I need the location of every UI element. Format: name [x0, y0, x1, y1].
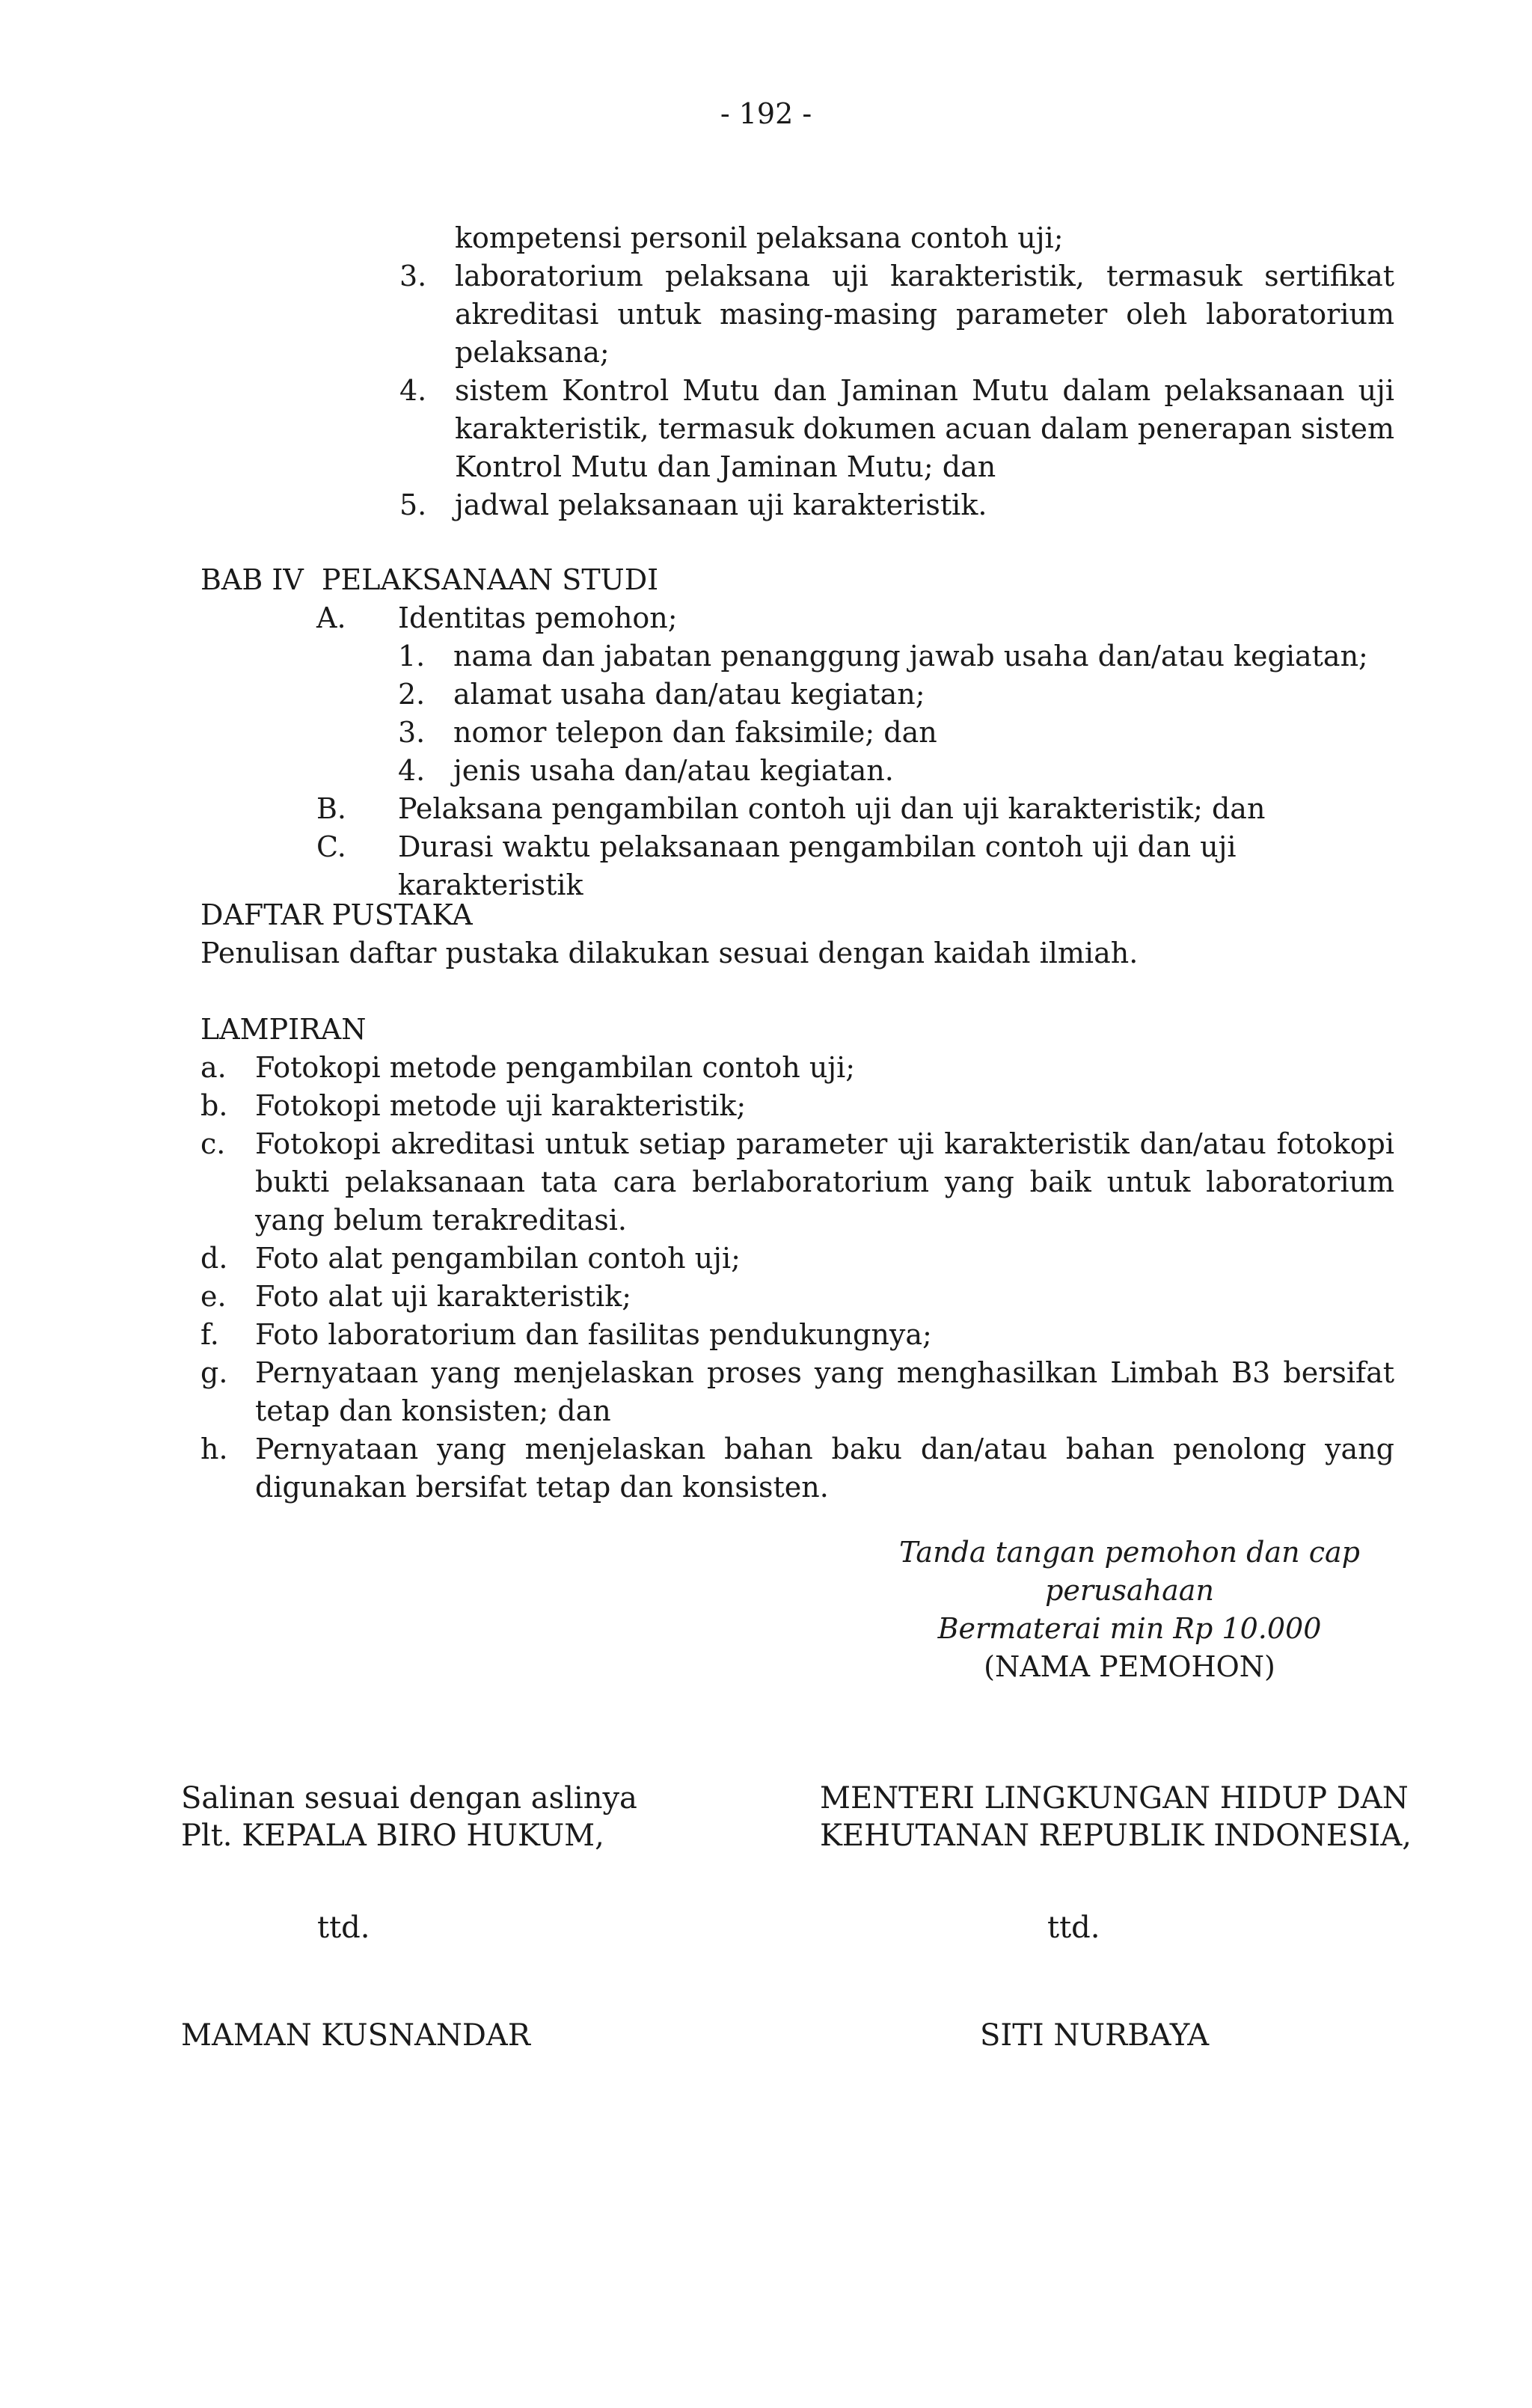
list-letter: f. [200, 1318, 219, 1351]
copy-note: Salinan sesuai dengan aslinya [181, 1781, 637, 1816]
list-text: nama dan jabatan penanggung jawab usaha dan/atau kegiatan; [453, 640, 1368, 673]
list-text: Foto alat uji karakteristik; [255, 1280, 632, 1313]
lampiran-section [200, 1011, 1394, 1507]
list-text: Pernyataan yang menjelaskan bahan baku dan/atau bahan penolong yang digunakan bersifat tetap dan konsisten. [255, 1433, 1394, 1504]
list-item [398, 714, 1397, 752]
list-item [399, 257, 1394, 372]
list-item [398, 675, 1397, 714]
signed-mark-right: ttd. [1047, 1911, 1100, 1945]
section-item-c [316, 828, 1397, 904]
section-heading: LAMPIRAN [200, 1013, 367, 1046]
list-letter: h. [200, 1433, 228, 1465]
list-text: Foto alat pengambilan contoh uji; [255, 1242, 741, 1275]
section-item-a [316, 599, 1397, 637]
item-text: Pelaksana pengambilan contoh uji dan uji karakteristik; dan [398, 792, 1266, 825]
list-letter: g. [200, 1356, 228, 1389]
list-letter: b. [200, 1089, 228, 1122]
list-text: Pernyataan yang menjelaskan proses yang menghasilkan Limbah B3 bersifat tetap dan konsisten; dan [255, 1356, 1394, 1427]
list-item [200, 1354, 1394, 1430]
list-text: Fotokopi metode uji karakteristik; [255, 1089, 747, 1122]
list-letter: a. [200, 1051, 227, 1084]
bab-iv-section [200, 561, 1397, 904]
item-text: Durasi waktu pelaksanaan pengambilan contoh uji dan uji karakteristik [398, 830, 1237, 901]
list-text: Fotokopi metode pengambilan contoh uji; [255, 1051, 856, 1084]
list-text: sistem Kontrol Mutu dan Jaminan Mutu dalam pelaksanaan uji karakteristik, termasuk dokumen acuan dalam penerapan sistem Kontrol Mutu dan Jaminan Mutu; dan [455, 374, 1394, 483]
list-item [399, 372, 1394, 486]
list-text: jenis usaha dan/atau kegiatan. [453, 754, 894, 787]
list-item [200, 1278, 1394, 1316]
list-text: Foto laboratorium dan fasilitas pendukungnya; [255, 1318, 932, 1351]
signatory-name-right: SITI NURBAYA [980, 2018, 1210, 2053]
list-number: 1. [398, 640, 426, 673]
page-number: - 192 - [720, 97, 812, 130]
signed-mark-left: ttd. [317, 1911, 370, 1945]
list-number: 5. [399, 488, 427, 521]
item-letter: A. [316, 601, 346, 634]
item-letter: C. [316, 830, 346, 863]
daftar-pustaka-section [200, 896, 1397, 972]
list-text: nomor telepon dan faksimile; dan [453, 716, 937, 749]
list-item [200, 1240, 1394, 1278]
list-number: 2. [398, 678, 426, 711]
list-item [398, 637, 1397, 675]
list-number: 3. [398, 716, 426, 749]
list-text: jadwal pelaksanaan uji karakteristik. [455, 488, 987, 521]
list-number: 3. [399, 260, 427, 292]
stamp-duty-note: Bermaterai min Rp 10.000 [937, 1612, 1322, 1645]
list-text: Fotokopi akreditasi untuk setiap parameter uji karakteristik dan/atau fotokopi bukti pelaksanaan tata cara berlaboratorium yang baik untuk laboratorium yang belum terakreditasi. [255, 1127, 1394, 1237]
list-item [200, 1087, 1394, 1125]
paragraph: Penulisan daftar pustaka dilakukan sesuai dengan kaidah ilmiah. [200, 937, 1139, 969]
list-item [200, 1049, 1394, 1087]
applicant-signature-block [838, 1534, 1421, 1686]
section-heading: BAB IV PELAKSANAAN STUDI [200, 563, 659, 596]
list-item [399, 486, 1394, 524]
office-title: Plt. KEPALA BIRO HUKUM, [181, 1819, 604, 1853]
applicant-name: (NAMA PEMOHON) [984, 1650, 1275, 1683]
continuation-first-line: kompetensi personil pelaksana contoh uji; [455, 221, 1064, 254]
list-text: alamat usaha dan/atau kegiatan; [453, 678, 925, 711]
list-item [200, 1125, 1394, 1240]
list-letter: c. [200, 1127, 226, 1160]
list-letter: d. [200, 1242, 228, 1275]
continuation-list [399, 219, 1394, 524]
list-number: 4. [398, 754, 426, 787]
list-letter: e. [200, 1280, 227, 1313]
list-item [200, 1316, 1394, 1354]
item-text: Identitas pemohon; [398, 601, 678, 634]
list-number: 4. [399, 374, 427, 407]
minister-title: MENTERI LINGKUNGAN HIDUP DAN [820, 1781, 1409, 1816]
section-heading: DAFTAR PUSTAKA [200, 898, 473, 931]
list-item [398, 752, 1397, 790]
signature-instruction-cont: perusahaan [1045, 1574, 1214, 1607]
minister-title-cont: KEHUTANAN REPUBLIK INDONESIA, [820, 1819, 1412, 1853]
signature-instruction: Tanda tangan pemohon dan cap [899, 1536, 1360, 1569]
list-text: laboratorium pelaksana uji karakteristik, termasuk sertifikat akreditasi untuk masing-masing parameter oleh laboratorium pelaksana; [455, 260, 1394, 369]
section-item-b [316, 790, 1397, 828]
identitas-sub-list [398, 637, 1397, 790]
signatory-name-left: MAMAN KUSNANDAR [181, 2018, 530, 2053]
list-item [200, 1430, 1394, 1507]
item-letter: B. [316, 792, 347, 825]
